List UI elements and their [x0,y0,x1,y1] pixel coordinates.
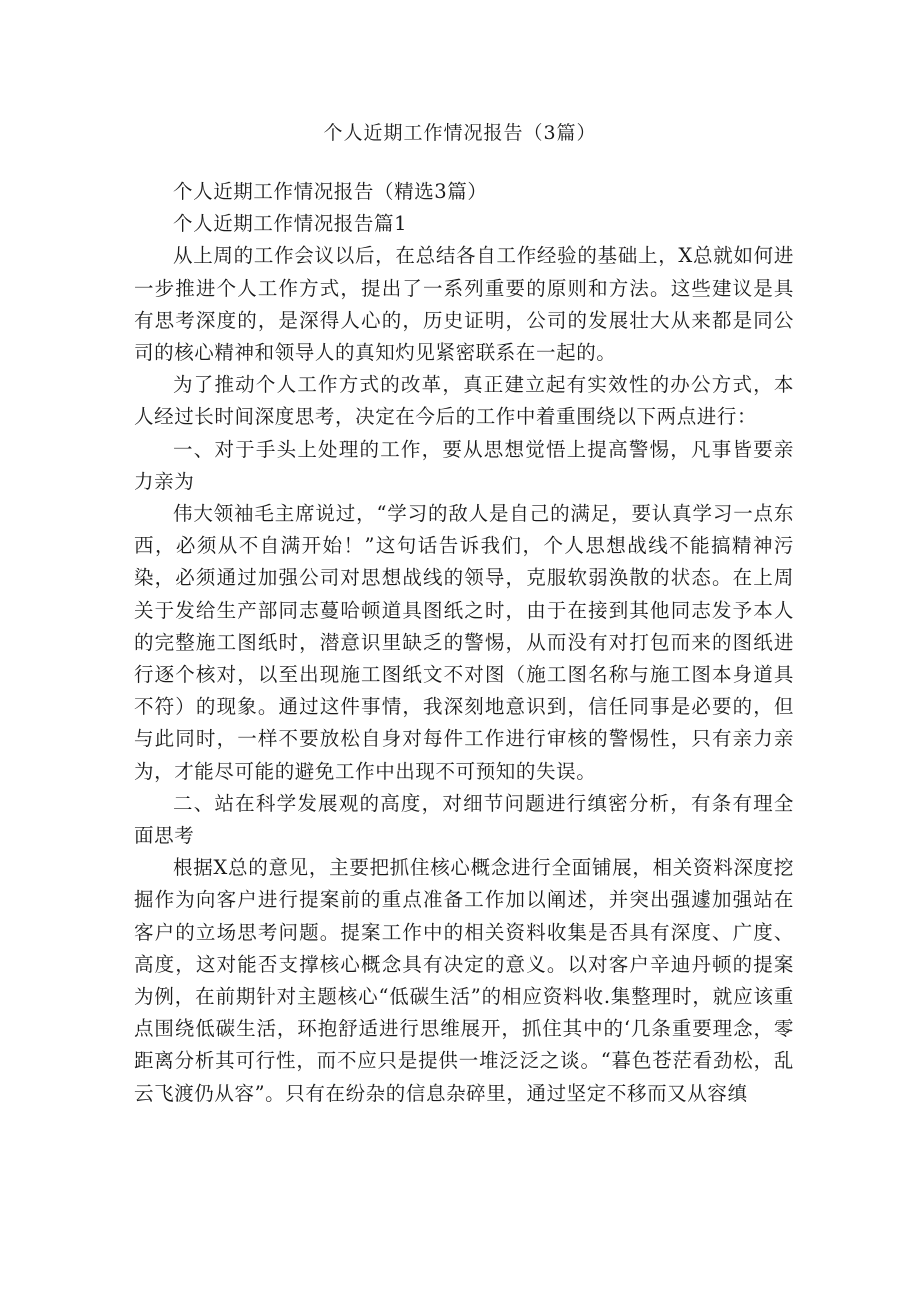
body-paragraph: 为了推动个人工作方式的改革，真正建立起有实效性的办公方式，本人经过长时间深度思考，决定在今后的工作中着重围绕以下两点进行： [134,373,794,429]
point-heading-2: 二、站在科学发展观的高度，对细节问题进行缜密分析，有条有理全面思考 [134,791,794,848]
section-heading: 个人近期工作情况报告篇1 [173,212,408,236]
body-paragraph: 从上周的工作会议以后，在总结各自工作经验的基础上，X总就如何进一步推进个人工作方式，提出了一系列重要的原则和方法。这些建议是具有思考深度的，是深得人心的，历史证明，公司的发展壮大从来都是同公司的核心精神和领导人的真知灼见紧密联系在一起的。 [134,244,794,365]
subtitle: 个人近期工作情况报告（精选3篇） [173,180,488,203]
body-paragraph: 根据X总的意见，主要把抓住核心概念进行全面铺展，相关资料深度挖掘作为向客户进行提案前的重点准备工作加以阐述，并突出强遽加强站在客户的立场思考问题。提案工作中的相关资料收集是否具有深度、广度、高度，这对能否支撑核心概念具有决定的意义。以对客户辛迪丹顿的提案为例，在前期针对主题核心“低碳生活”的相应资料收.集整理时，就应该重点围绕低碳生活，环抱舒适进行思维展开，抓住其中的‘几条重要理念，零距离分析其可行性，而不应只是提供一堆泛泛之谈。“暮色苍茫看劲松，乱云飞渡仍从容”。只有在纷杂的信息杂碎里，通过坚定不移而又从容缜 [134,856,794,1105]
body-paragraph: 伟大领袖毛主席说过，“学习的敌人是自己的满足，要认真学习一点东西，必须从不自满开始！”这句话告诉我们，个人思想战线不能搞精神污染，必须通过加强公司对思想战线的领导，克服软弱涣散的状态。在上周关于发给生产部同志蔓哈顿道具图纸之时，由于在接到其他同志发予本人的完整施工图纸时，潜意识里缺乏的警惕，从而没有对打包而来的图纸进行逐个核对，以至出现施工图纸文不对图（施工图名称与施工图本身道具不符）的现象。通过这件事情，我深刻地意识到，信任同事是必要的，但与此同时，一样不要放松自身对每件工作进行审核的警惕性，只有亲力亲为，才能尽可能的避免工作中出现不可预知的失误。 [134,502,794,783]
document-body [134,176,794,1110]
document-title: 个人近期工作情况报告（3篇） [323,122,597,144]
point-heading-1: 一、对于手头上处理的工作，要从思想觉悟上提高警惕，凡事皆要亲力亲为 [134,437,794,493]
